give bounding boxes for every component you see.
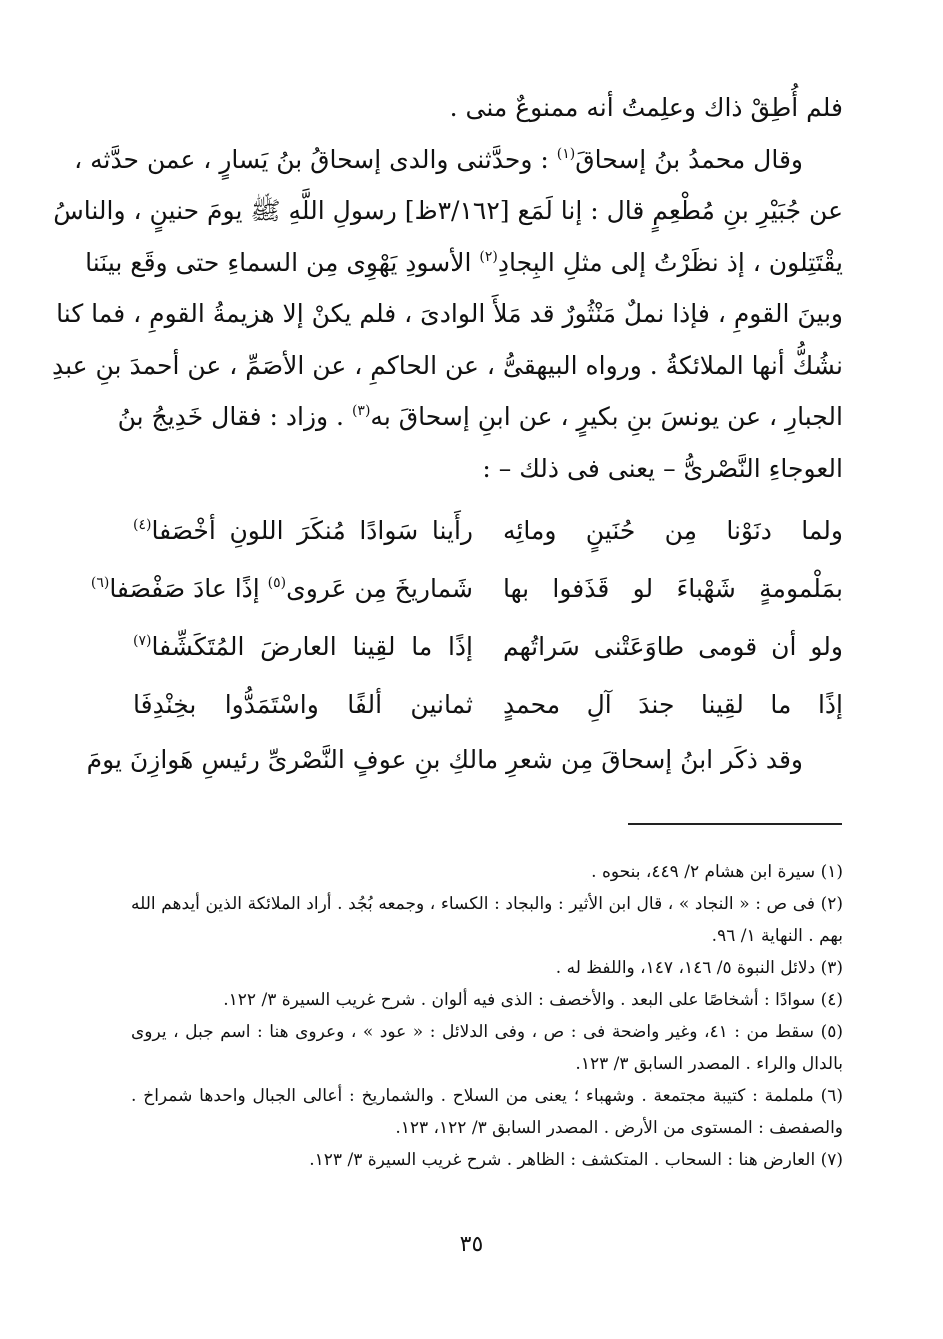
- text-segment: وقال محمدُ بنُ إسحاقَ: [575, 144, 803, 174]
- text-segment: رأَينا سَوادًا مُنكَرَ اللونِ أخْصَفا: [151, 516, 473, 546]
- footnote-continuation: بالدال والراء . المصدر السابق ٣/ ١٢٣.: [575, 1054, 843, 1074]
- text-segment: الجبارِ ، عن يونسَ بنِ بكيرٍ ، عن ابنِ إسحاقَ به: [370, 402, 843, 431]
- text-segment: إذًا عادَ صَفْصَفا: [109, 574, 268, 604]
- text-line: وبينَ القومِ ، فإذا نملٌ مَنْثُورٌ قد مَلأَ الوادىَ ، فلم يكنْ إلا هزيمةُ القومِ ، فما كنا: [56, 299, 843, 328]
- page-number: ٣٥: [459, 1232, 484, 1257]
- text-segment: إذًا ما لقِينا العارضَ المُتَكَشِّفا: [151, 632, 473, 662]
- text-segment: يقْتَتِلون ، إذ نظَرْتُ إلى مثلِ البِجادِ: [497, 247, 843, 277]
- footnote-ref: (٢): [479, 248, 498, 265]
- footnote: (٣) دلائل النبوة ٥/ ١٤٦، ١٤٧، واللفظ له .: [555, 958, 843, 978]
- text-line: عن جُبَيْرِ بنِ مُطْعِمٍ قال : إنا لَمَع [٣/١٦٢ظ] رسولِ اللَّهِ ﷺ يومَ حنينٍ ، والناسُ: [53, 196, 843, 225]
- footnote-ref: (٤): [133, 517, 152, 534]
- verse-second-hemistich: [90, 563, 473, 615]
- footnote: (٥) سقط من : ٤١، وغير واضحة فى : ص ، وفى الدلائل : « عود » ، وعروى هنا : اسم جبل ، يروى: [131, 1022, 843, 1042]
- footnote: (٧) العارض هنا : السحاب . المتكشف : الظاهر . شرح غريب السيرة ٣/ ١٢٣.: [309, 1150, 843, 1170]
- text-line: العوجاءِ النَّصْرىُّ – يعنى فى ذلك – :: [482, 453, 843, 483]
- main-text: [51, 82, 843, 786]
- poem-verse: [90, 560, 843, 618]
- poem-verse: [133, 502, 843, 560]
- text-line: نشُكُّ أنها الملائكةُ . ورواه البيهقىُّ ، عن الحاكمِ ، عن الأصَمِّ ، عن أحمدَ بنِ عبدِ: [51, 350, 843, 380]
- poem-verse: [133, 676, 843, 734]
- footnote: (٦) ململمة : كتيبة مجتمعة . وشهباء ؛ يعنى من السلاح . والشماريخ : أعالى الجبال واحدها شمراخ .: [131, 1086, 843, 1106]
- footnote-ref: (٦): [90, 575, 110, 592]
- footnote-ref: (١): [556, 145, 576, 162]
- poem-verse: [133, 618, 843, 676]
- footnote: (٢) فى ص : « النجاد » ، قال ابن الأثير : والبجاد : الكساء ، وجمعه بُجُد . أراد الملائكة الذين أيدهم الله: [131, 894, 843, 914]
- text-line: [117, 391, 843, 443]
- footnote-ref: (٣): [351, 403, 371, 419]
- verse-first-hemistich: إذًا ما لقِينا جندَ آلِ محمدٍ: [503, 690, 843, 720]
- footnote-continuation: بهم . النهاية ١/ ٩٦.: [711, 926, 843, 946]
- footnote: (١) سيرة ابن هشام ٢/ ٤٤٩، بنحوه .: [591, 862, 843, 882]
- verse-first-hemistich: بمَلْمومةٍ شَهْباءَ لو قَذَفوا بها: [503, 574, 843, 604]
- footnotes: [131, 856, 843, 1176]
- text-line: وقد ذكَر ابنُ إسحاقَ مِن شعرِ مالكِ بنِ عوفٍ النَّصْرىِّ رئيسِ هَوازِنَ يومَ: [86, 745, 803, 774]
- footnote-ref: (٧): [133, 633, 152, 650]
- text-line: فلم أُطِقْ ذاك وعلِمتُ أنه ممنوعٌ منى .: [449, 93, 843, 122]
- text-segment: الأسودِ يَهْوِى مِن السماءِ حتى وقَع بينَنا: [85, 247, 480, 277]
- footnote-divider: [628, 823, 842, 825]
- footnote: (٤) سوادًا : أشخاصًا على البعد . والأخصف : الذى فيه ألوان . شرح غريب السيرة ٣/ ١٢٢.: [223, 990, 843, 1010]
- text-segment: : وحدَّثنى والدى إسحاقُ بنُ يَسارٍ ، عمن حدَّثه ،: [74, 144, 557, 174]
- verse-second-hemistich: [133, 505, 473, 557]
- verse-second-hemistich: ثمانين ألفًا واسْتَمَدُّوا بخِنْدِفَا: [133, 690, 473, 720]
- verse-first-hemistich: ولو أن قومى طاوَعَتْنى سَراتُهم: [503, 632, 843, 662]
- text-line: [85, 237, 843, 289]
- text-line: [74, 134, 843, 186]
- text-segment: . وزاد : فقال خَدِيجُ بنُ: [117, 402, 352, 431]
- footnote-continuation: والصفصف : المستوى من الأرض . المصدر السابق ٣/ ١٢٢، ١٢٣.: [395, 1118, 843, 1138]
- text-segment: شَماريخَ مِن عَروى: [286, 574, 473, 604]
- poem: [90, 502, 843, 734]
- verse-second-hemistich: [133, 621, 473, 673]
- footnote-ref: (٥): [267, 575, 287, 592]
- verse-first-hemistich: ولما دنَوْنا مِن حُنَينٍ ومائِه: [503, 516, 843, 546]
